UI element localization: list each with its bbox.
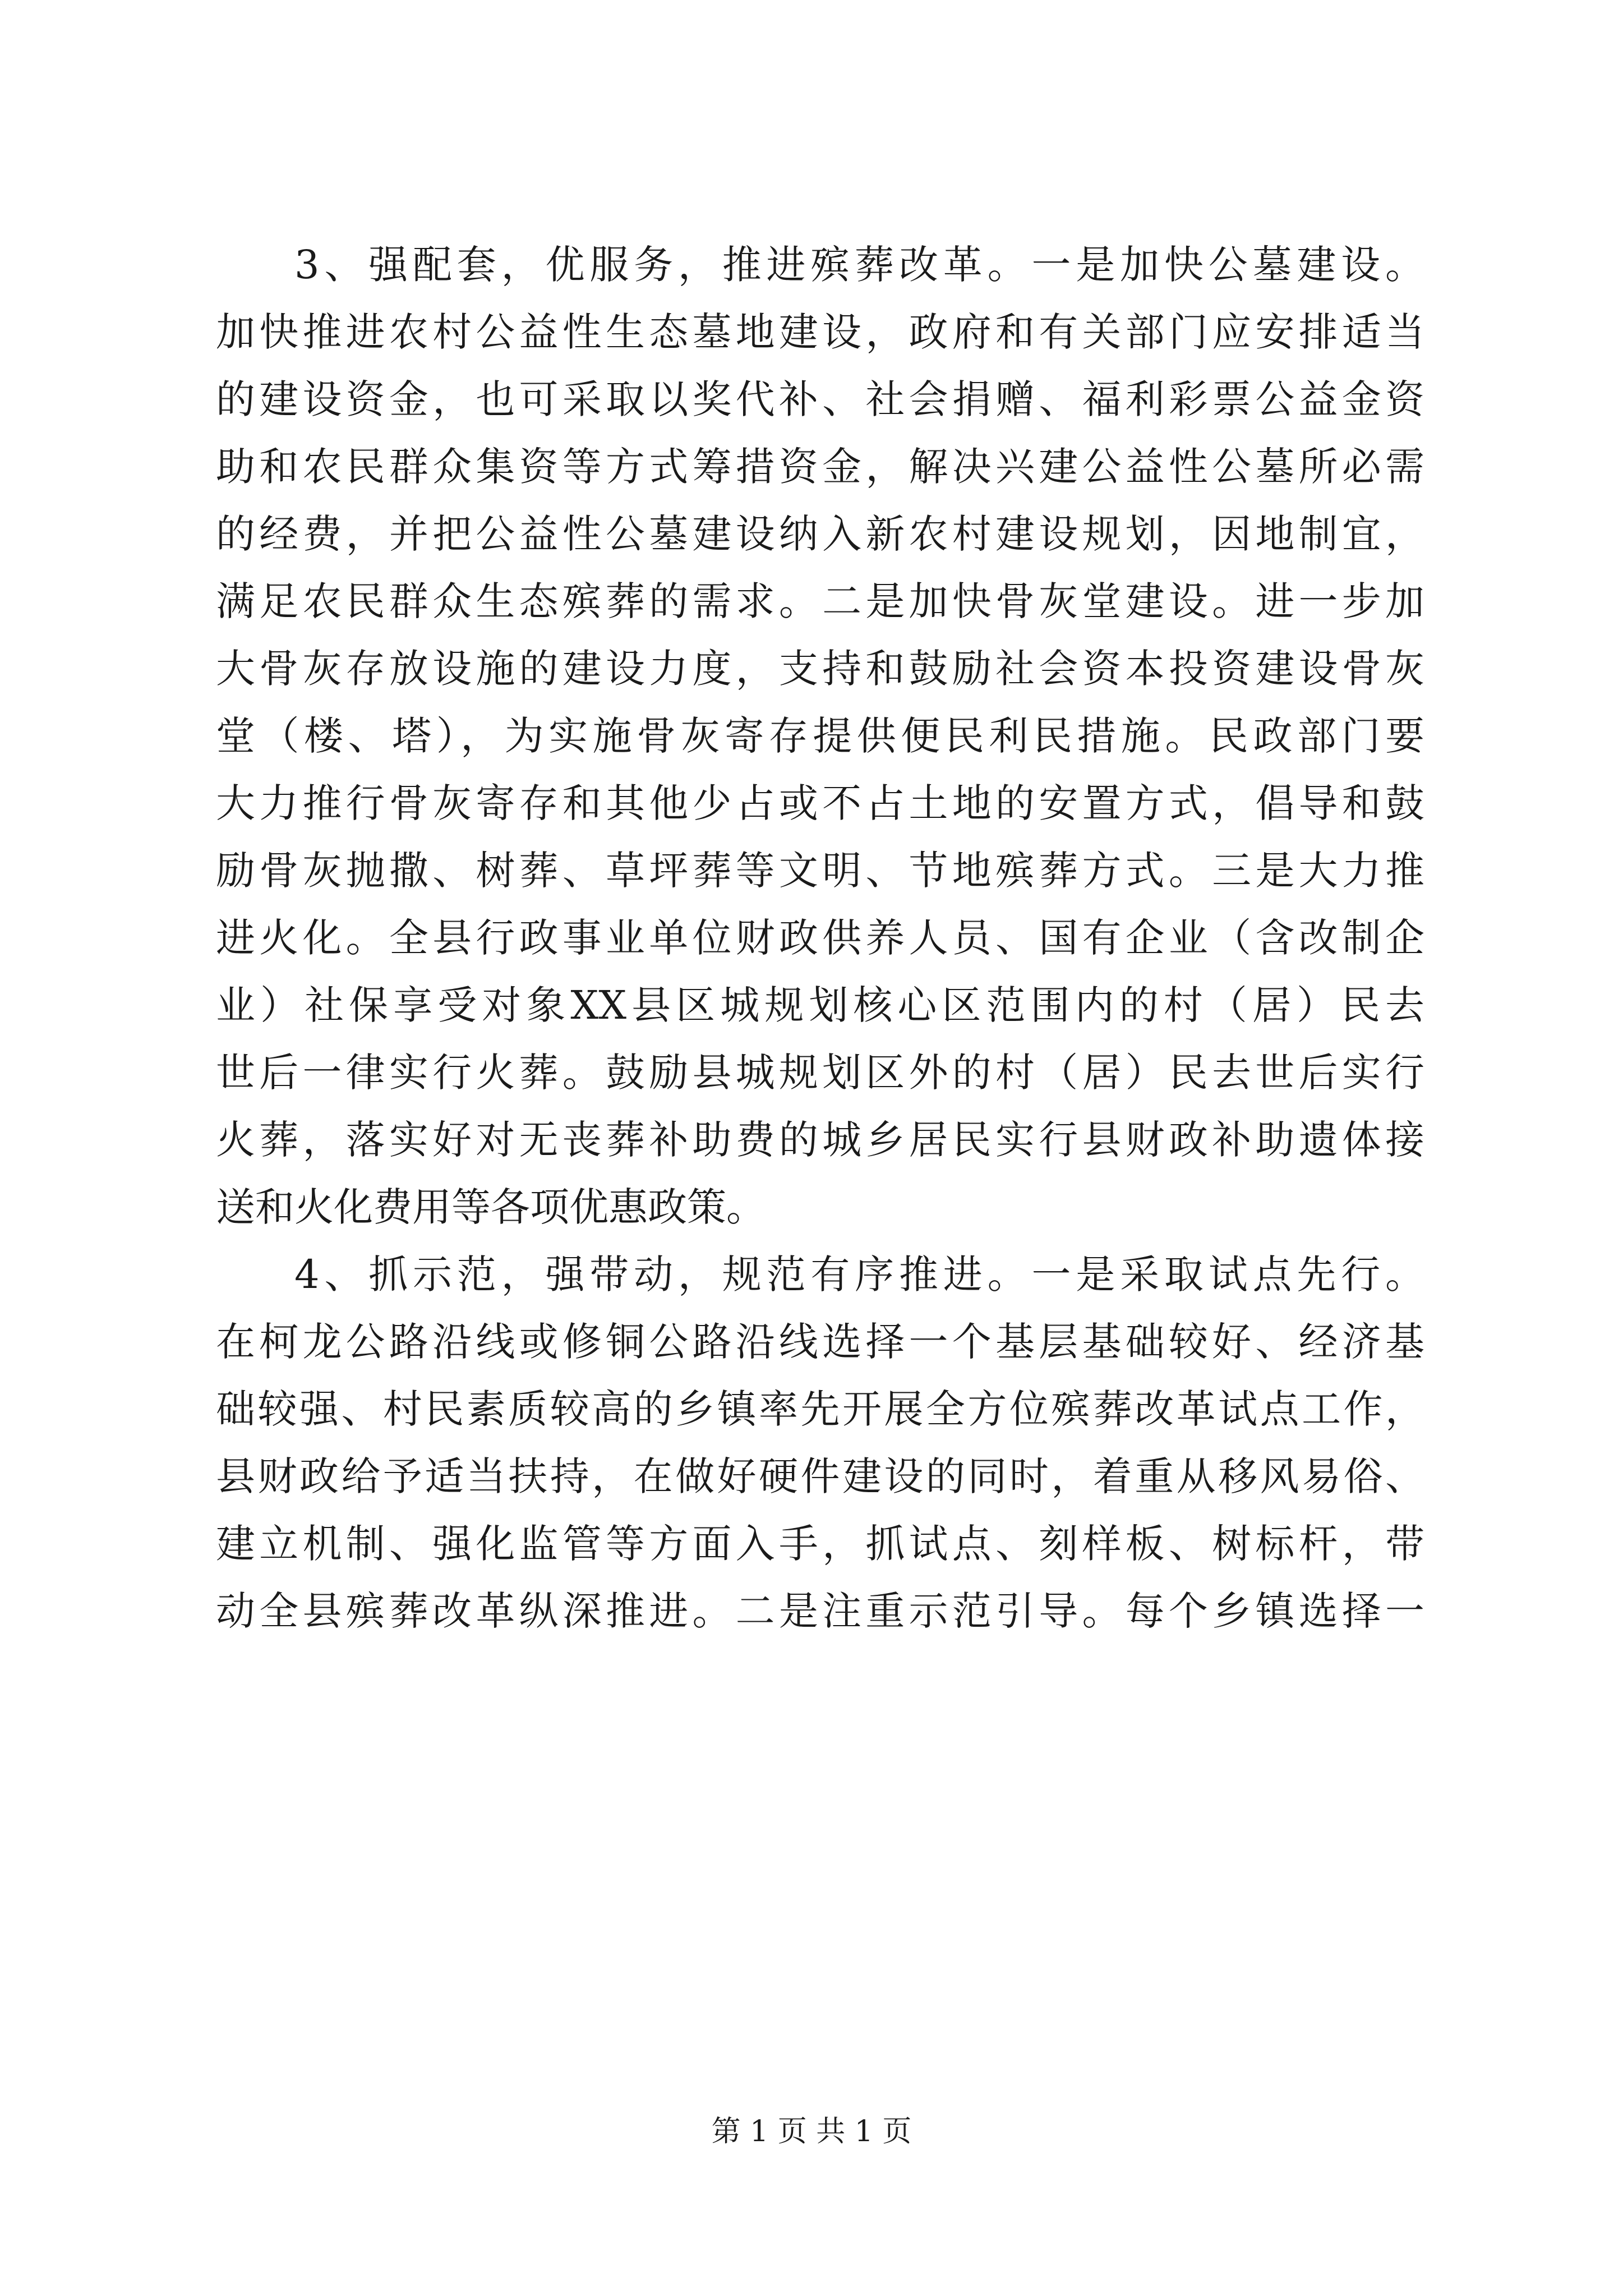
text-line: 进火化。全县行政事业单位财政供养人员、国有企业（含改制企: [216, 915, 1424, 961]
text-line: 建立机制、强化监管等方面入手，抓试点、刻样板、树标杆，带: [216, 1521, 1424, 1567]
text-line: 业）社保享受对象XX县区城规划核心区范围内的村（居）民去: [216, 982, 1424, 1028]
text-line: 大骨灰存放设施的建设力度，支持和鼓励社会资本投资建设骨灰: [216, 646, 1424, 692]
text-line: 县财政给予适当扶持，在做好硬件建设的同时，着重从移风易俗、: [216, 1453, 1424, 1499]
text-line: 励骨灰抛撒、树葬、草坪葬等文明、节地殡葬方式。三是大力推: [216, 848, 1424, 894]
paragraph-4: [216, 1241, 1424, 1645]
text-line: 的经费，并把公益性公墓建设纳入新农村建设规划，因地制宜，: [216, 511, 1424, 557]
text-line: 世后一律实行火葬。鼓励县城规划区外的村（居）民去世后实行: [216, 1050, 1424, 1096]
text-line: 堂（楼、塔），为实施骨灰寄存提供便民利民措施。民政部门要: [216, 713, 1424, 759]
text-line: 加快推进农村公益性生态墓地建设，政府和有关部门应安排适当: [216, 309, 1424, 355]
text-line: 助和农民群众集资等方式筹措资金，解决兴建公益性公墓所必需: [216, 444, 1424, 490]
text-line: 4、抓示范，强带动，规范有序推进。一是采取试点先行。: [294, 1251, 1424, 1297]
page-number-footer: 第 1 页 共 1 页: [711, 2115, 912, 2148]
text-line: 的建设资金，也可采取以奖代补、社会捐赠、福利彩票公益金资: [216, 376, 1424, 422]
text-line: 大力推行骨灰寄存和其他少占或不占土地的安置方式，倡导和鼓: [216, 780, 1424, 826]
text-line: 础较强、村民素质较高的乡镇率先开展全方位殡葬改革试点工作，: [216, 1386, 1424, 1432]
text-line: 送和火化费用等各项优惠政策。: [216, 1184, 766, 1230]
text-line: 动全县殡葬改革纵深推进。二是注重示范引导。每个乡镇选择一: [216, 1588, 1424, 1634]
text-line: 在柯龙公路沿线或修铜公路沿线选择一个基层基础较好、经济基: [216, 1319, 1424, 1365]
text-line: 3、强配套，优服务，推进殡葬改革。一是加快公墓建设。: [294, 242, 1424, 288]
text-line: 火葬，落实好对无丧葬补助费的城乡居民实行县财政补助遗体接: [216, 1117, 1424, 1163]
text-line: 满足农民群众生态殡葬的需求。二是加快骨灰堂建设。进一步加: [216, 578, 1424, 624]
document-body: [216, 231, 1424, 1645]
paragraph-3: [216, 231, 1424, 1241]
